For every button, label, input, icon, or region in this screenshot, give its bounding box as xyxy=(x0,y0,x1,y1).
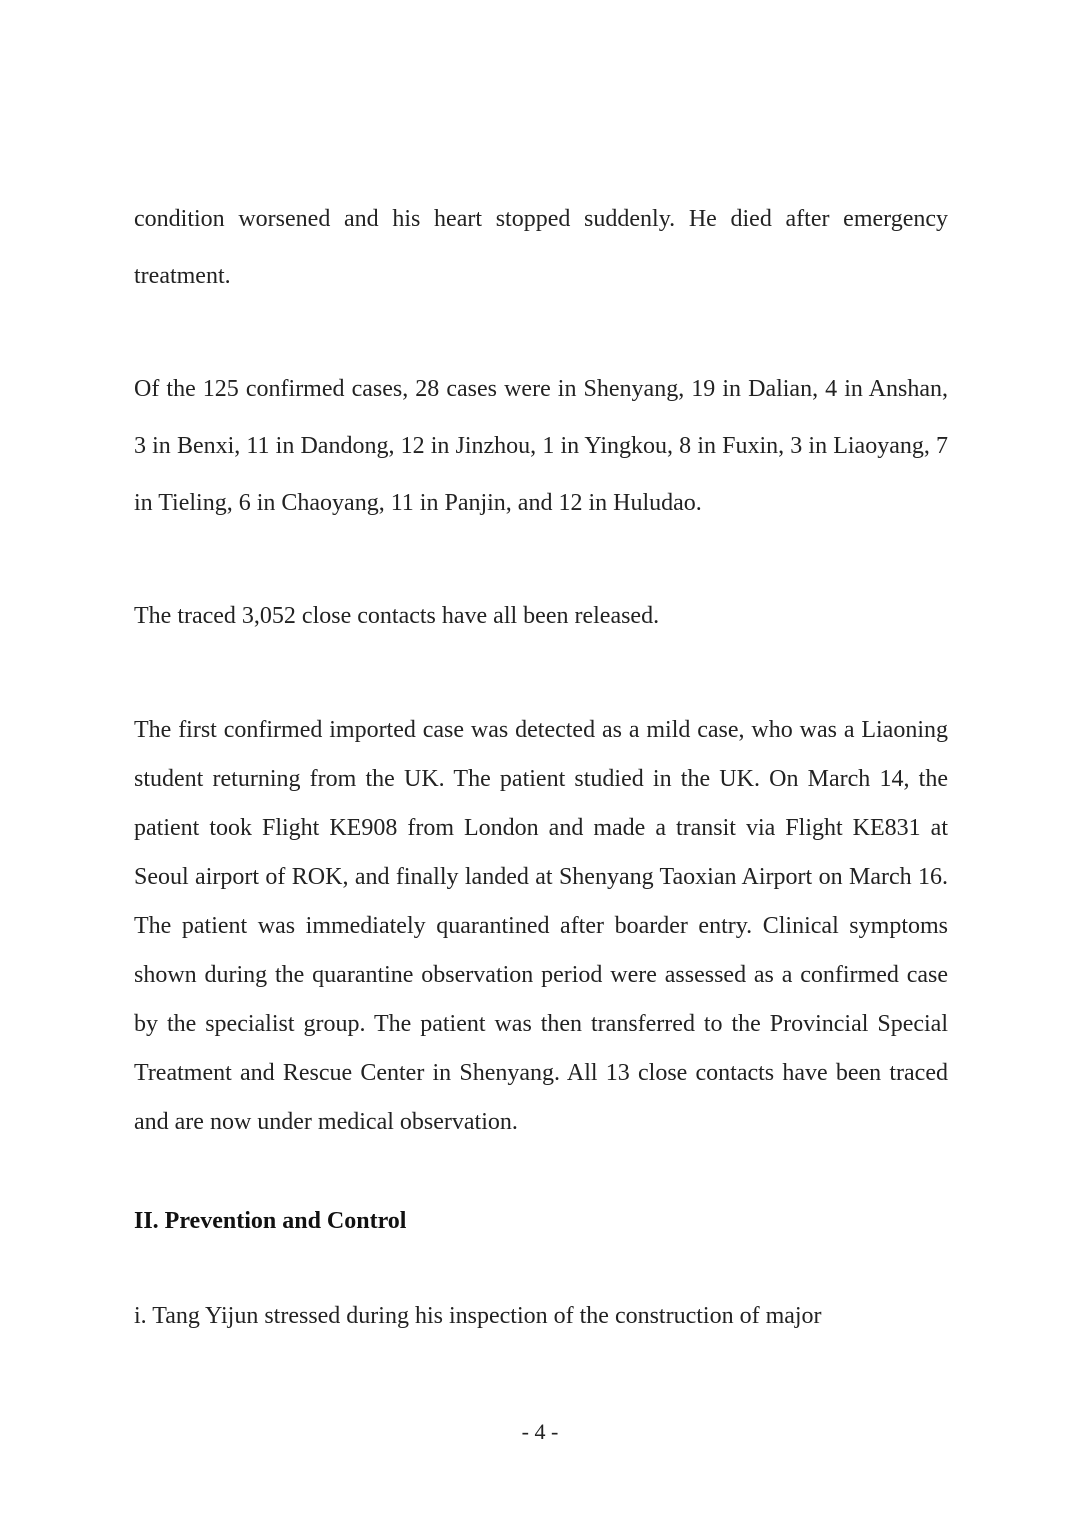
paragraph-first-imported-case: The first confirmed imported case was detected as a mild case, who was a Liaoning student returning from the UK. The patient studied in the UK. On March 14, the patient took Flight KE908 from London and made a transit via Flight KE831 at Seoul airport of ROK, and finally landed at Shenyang Taoxian Airport on March 16. The patient was immediately quarantined after boarder entry. Clinical symptoms shown during the quarantine observation period were assessed as a confirmed case by the specialist group. The patient was then transferred to the Provincial Special Treatment and Rescue Center in Shenyang. All 13 close contacts have been traced and are now under medical observation. xyxy=(134,717,948,1135)
paragraph-case-distribution: Of the 125 confirmed cases, 28 cases were in Shenyang, 19 in Dalian, 4 in Anshan, 3 in Benxi, 11 in Dandong, 12 in Jinzhou, 1 in Yingkou, 8 in Fuxin, 3 in Liaoyang, 7 in Tieling, 6 in Chaoyang, 11 in Panjin, and 12 in Huludao. xyxy=(134,376,948,516)
page-number: - 4 - xyxy=(521,1419,559,1444)
section-heading: II. Prevention and Control xyxy=(134,1208,407,1234)
paragraph-close-contacts-released: The traced 3,052 close contacts have all been released. xyxy=(134,603,660,629)
paragraph-section-intro: i. Tang Yijun stressed during his inspection of the construction of major xyxy=(134,1303,822,1329)
paragraph-death-report: condition worsened and his heart stopped suddenly. He died after emergency treatment. xyxy=(134,206,948,289)
